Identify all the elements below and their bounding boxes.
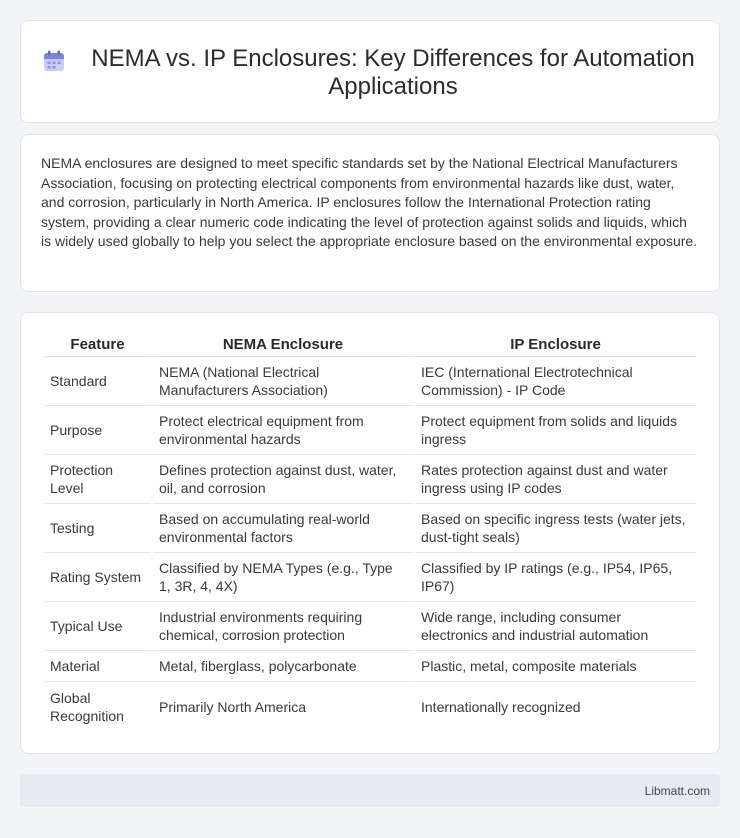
footer: [20, 774, 720, 807]
table-header-row: [44, 332, 696, 357]
nema-cell: Based on accumulating real-world environmental factors: [153, 504, 413, 553]
footer-site-link[interactable]: Libmatt.com: [644, 784, 710, 798]
feature-cell: Standard: [44, 357, 151, 406]
nema-cell: Primarily North America: [159, 698, 307, 715]
table-row: [44, 504, 696, 553]
feature-cell: Rating System: [44, 553, 151, 602]
header-ip: IP Enclosure: [415, 332, 696, 357]
feature-cell: Typical Use: [44, 602, 151, 651]
table-row: [44, 455, 696, 504]
ip-cell: Protect equipment from solids and liquids ingress: [415, 406, 696, 455]
page-title: NEMA vs. IP Enclosures: Key Differences for Automation Applications: [91, 45, 695, 100]
header-nema: NEMA Enclosure: [153, 332, 413, 357]
table-row: [44, 651, 696, 682]
ip-cell: Plastic, metal, composite materials: [415, 651, 696, 682]
table-row: [44, 553, 696, 602]
comparison-table: [42, 332, 698, 731]
header-card: [20, 20, 720, 123]
header-feature: Feature: [44, 332, 151, 357]
intro-card: [20, 134, 720, 292]
feature-cell: Material: [44, 651, 151, 682]
table-row: [44, 357, 696, 406]
ip-cell: IEC (International Electrotechnical Commission) - IP Code: [415, 357, 696, 406]
ip-cell: Classified by IP ratings (e.g., IP54, IP65, IP67): [415, 553, 696, 602]
intro-paragraph: NEMA enclosures are designed to meet specific standards set by the National Electrical Manufacturers Association, focusing on protecting electrical components from environmental hazards like dust, water, and corrosion, particularly in North America. IP enclosures follow the International Protection rating system, providing a clear numeric code indicating the level of protection against solids and liquids, which is widely used globally to help you select the appropriate enclosure based on the environmental exposure.: [41, 155, 698, 250]
table-row: [44, 602, 696, 651]
nema-cell: NEMA (National Electrical Manufacturers Association): [153, 357, 413, 406]
table-row: [44, 682, 696, 731]
comparison-table-card: [20, 312, 720, 754]
nema-cell: Metal, fiberglass, polycarbonate: [153, 651, 413, 682]
nema-cell: Protect electrical equipment from environmental hazards: [153, 406, 413, 455]
feature-cell: Testing: [44, 504, 151, 553]
feature-cell: Purpose: [44, 406, 151, 455]
ip-cell: Based on specific ingress tests (water jets, dust-tight seals): [415, 504, 696, 553]
ip-cell: Internationally recognized: [421, 698, 581, 715]
calendar-icon: [42, 49, 66, 73]
feature-cell: Global Recognition: [50, 689, 124, 724]
ip-cell: Wide range, including consumer electronics and industrial automation: [415, 602, 696, 651]
feature-cell: Protection Level: [44, 455, 151, 504]
nema-cell: Industrial environments requiring chemical, corrosion protection: [153, 602, 413, 651]
nema-cell: Classified by NEMA Types (e.g., Type 1, 3R, 4, 4X): [153, 553, 413, 602]
ip-cell: Rates protection against dust and water ingress using IP codes: [415, 455, 696, 504]
nema-cell: Defines protection against dust, water, oil, and corrosion: [153, 455, 413, 504]
table-row: [44, 406, 696, 455]
